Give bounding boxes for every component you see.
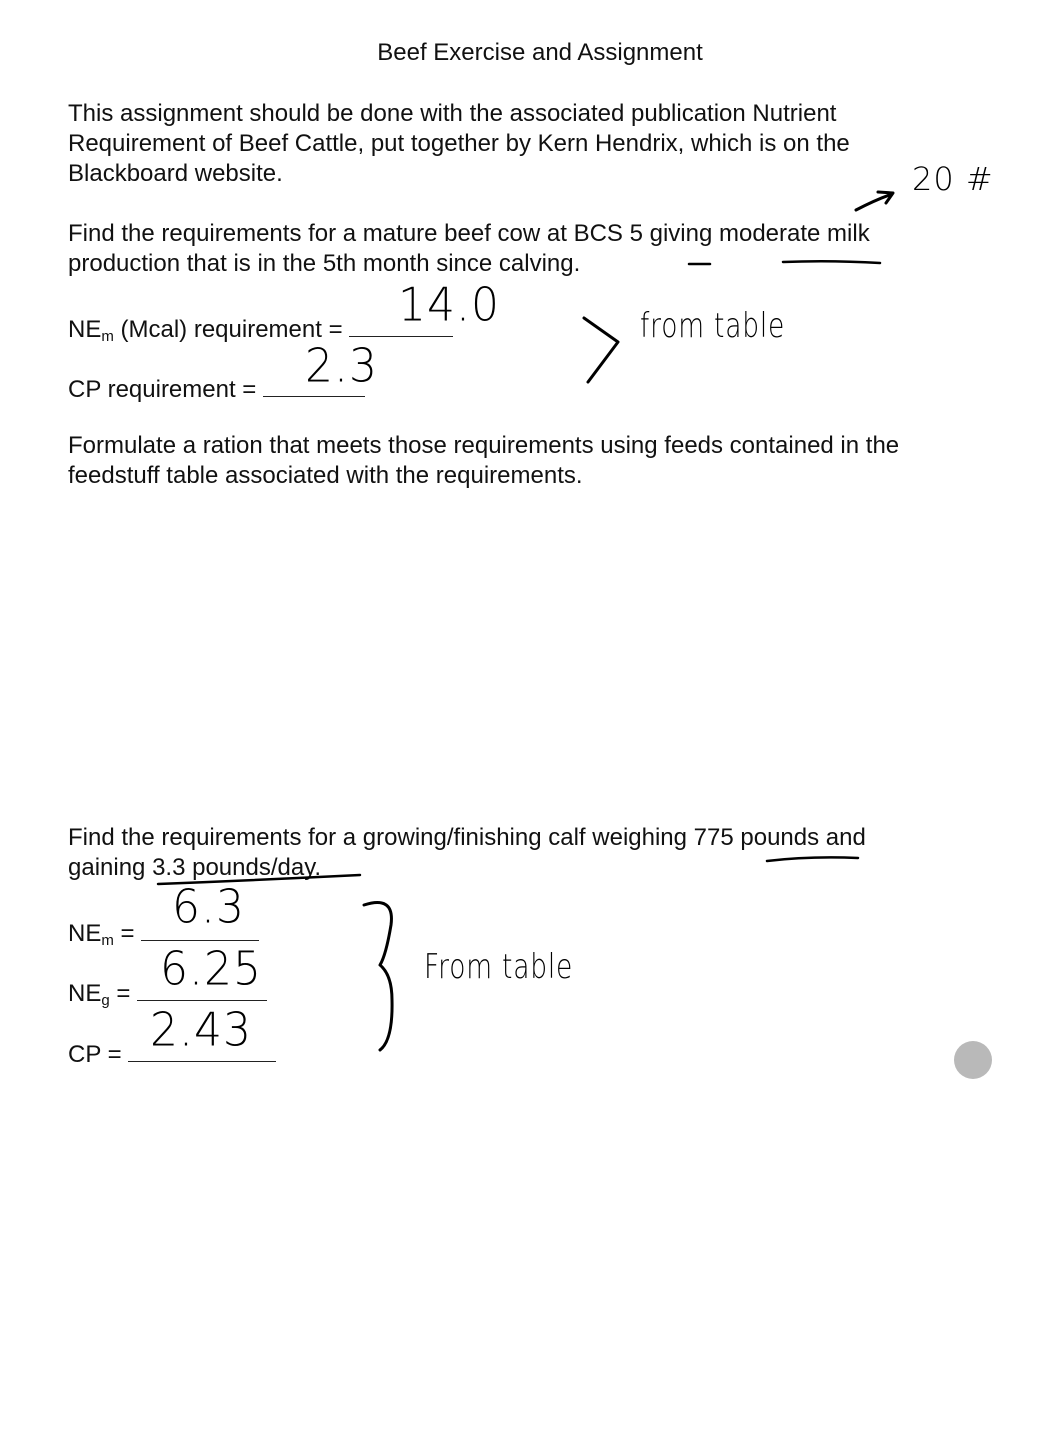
calf-nem-answer: 6.3: [172, 880, 245, 935]
calf-cp-label: CP =: [68, 1041, 129, 1068]
calf-neg-answer: 6.25: [160, 942, 262, 997]
intro-line: Blackboard website.: [68, 160, 283, 187]
cow-cp-answer: 2.3: [305, 339, 378, 394]
ration-line: Formulate a ration that meets those requirements using feeds contained in the: [68, 432, 900, 459]
cow-nem-answer: 14.0: [398, 278, 500, 333]
cow-question: [68, 219, 1008, 279]
arrow-head-icon: [878, 192, 893, 203]
ration-paragraph: [68, 431, 1008, 491]
intro-line: Requirement of Beef Cattle, put together by Kern Hendrix, which is on the: [68, 130, 850, 157]
cursor-indicator-dot: [954, 1041, 992, 1079]
intro-line: This assignment should be done with the associated publication Nutrient: [68, 100, 837, 127]
brace-icon: [584, 318, 618, 382]
ration-line: feedstuff table associated with the requirements.: [68, 462, 583, 489]
calf-question-line: gaining 3.3 pounds/day.: [68, 854, 322, 881]
cow-cp-label: CP requirement =: [68, 376, 263, 403]
handwritten-margin-note: 20 #: [912, 160, 994, 198]
arrow-icon: [856, 194, 892, 210]
calf-neg-label: $NE_g$ =: [68, 980, 138, 1009]
calf-cp-answer: 2.43: [150, 1003, 252, 1058]
cow-nem-label: $NE_m$ (Mcal) requirement =: [68, 316, 350, 345]
calf-question-line: Find the requirements for a growing/finishing calf weighing 775 pounds and: [68, 824, 866, 851]
calf-nem-label: $NE_m$ =: [68, 920, 142, 949]
cow-brace-note: from table: [640, 306, 786, 346]
calf-question: [68, 823, 1008, 883]
page-title: Beef Exercise and Assignment: [377, 39, 703, 66]
cow-nem-row: [68, 310, 453, 352]
calf-brace-note: From table: [424, 947, 574, 987]
brace-icon: [364, 903, 392, 1051]
cow-question-line: Find the requirements for a mature beef cow at BCS 5 giving moderate milk: [68, 220, 870, 247]
cow-question-line: production that is in the 5th month since calving.: [68, 250, 581, 277]
intro-paragraph: [68, 99, 1008, 189]
